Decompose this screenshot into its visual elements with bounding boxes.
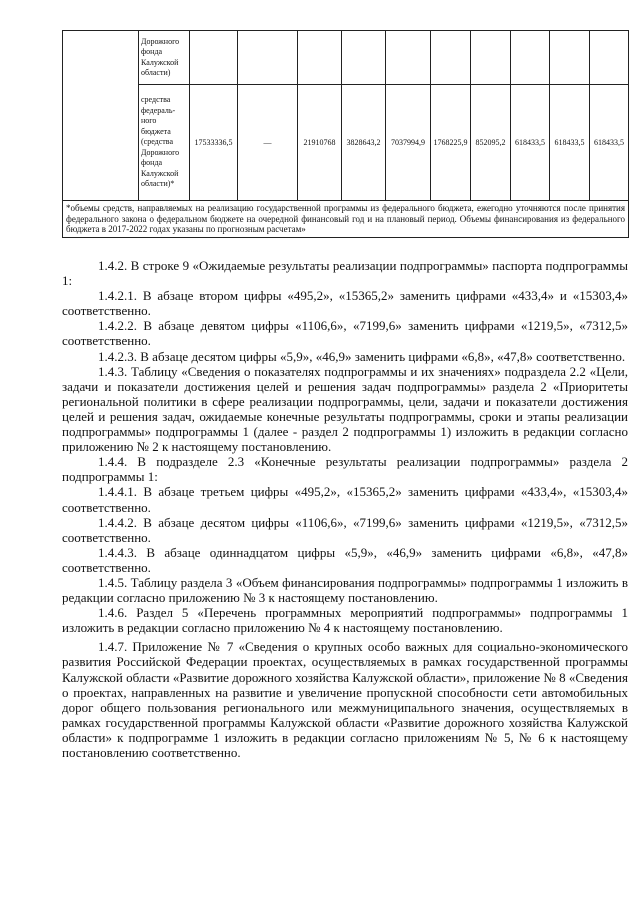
paragraph: 1.4.2.1. В абзаце втором цифры «495,2», «15365,2» заменить цифрами «433,4» и «15303,4» соответственно.	[62, 288, 628, 319]
table-row	[63, 31, 629, 85]
paragraph: 1.4.3. Таблицу «Сведения о показателях подпрограммы и их значениях» подраздела 2.2 «Цели, задачи и показатели достижения целей и решения задач подпрограммы» раздела 2 «Приоритеты региональной политики в сфере реализации подпрограммы, цели, задачи и показатели достижения целей и решения задач, ожидаемые конечные результаты подпрограммы, сроки и этапы реализации подпрограммы» подпрограммы 1 (далее - раздел 2 подпрограммы 1) изложить в редакции согласно приложению № 2 к настоящему постановлению.	[62, 363, 628, 455]
value-cell: 17533336,5	[190, 85, 238, 201]
paragraph: 1.4.7. Приложение № 7 «Сведения о крупных особо важных для социально-экономического развития Российской Федерации проектах, осуществляемых в рамках государственной программы Калужской области «Развитие дорожного хозяйства Калужской области», приложение № 8 «Сведения о проектах, направленных на развитие и увеличение пропускной способности сети автомобильных дорог общего пользования регионального или межмуниципального значения, осуществляемых в рамках государственной программы Калужской области «Развитие дорожного хозяйства Калужской области» к подпрограмме 1 изложить в редакции согласно приложениям № 5, № 6 к настоящему постановлению соответственно.	[62, 639, 628, 760]
paragraph: 1.4.2.2. В абзаце девятом цифры «1106,6», «7199,6» заменить цифрами «1219,5», «7312,5» соответственно.	[62, 318, 628, 349]
table-row	[63, 85, 629, 201]
paragraph: 1.4.4.1. В абзаце третьем цифры «495,2», «15365,2» заменить цифрами «433,4», «15303,4» соответственно.	[62, 484, 628, 515]
source-cell: средства федераль-ного бюджета (средства Дорожного фонда Калужской области)*	[139, 85, 190, 201]
paragraph: 1.4.4. В подразделе 2.3 «Конечные результаты реализации подпрограммы» раздела 2 подпрограммы 1:	[62, 454, 628, 485]
value-cell: 7037994,9	[386, 85, 431, 201]
value-cell: 1768225,9	[431, 85, 471, 201]
table-footnote: *объемы средств, направляемых на реализацию государственной программы из федерального бюджета, ежегодно уточняются после принятия федерального закона о федеральном бюджете на очередной финансовый год и на плановый период. Объемы финансирования из федерального бюджета в 2017-2022 годах указаны по прогнозным расчетам»	[63, 201, 629, 238]
financing-table	[62, 30, 629, 238]
paragraph: 1.4.4.2. В абзаце десятом цифры «1106,6», «7199,6» заменить цифрами «1219,5», «7312,5» соответственно.	[62, 514, 628, 545]
paragraph: 1.4.2. В строке 9 «Ожидаемые результаты реализации подпрограммы» паспорта подпрограммы 1:	[62, 258, 628, 289]
value-cell: 618433,5	[511, 85, 550, 201]
value-cell: —	[238, 85, 298, 201]
value-cell: 618433,5	[590, 85, 629, 201]
value-cell: 618433,5	[550, 85, 590, 201]
paragraph: 1.4.5. Таблицу раздела 3 «Объем финансирования подпрограммы» подпрограммы 1 изложить в редакции согласно приложению № 3 к настоящему постановлению.	[62, 574, 628, 606]
paragraph: 1.4.6. Раздел 5 «Перечень программных мероприятий подпрограммы» подпрограммы 1 изложить в редакции согласно приложению № 4 к настоящему постановлению.	[62, 605, 628, 636]
table-cell-empty	[63, 31, 139, 201]
paragraph: 1.4.2.3. В абзаце десятом цифры «5,9», «46,9» заменить цифрами «6,8», «47,8» соответственно.	[98, 348, 626, 364]
table-row	[63, 201, 629, 238]
body-text	[62, 258, 628, 760]
value-cell: 852095,2	[471, 85, 511, 201]
value-cell: 21910768	[298, 85, 342, 201]
paragraph: 1.4.4.3. В абзаце одиннадцатом цифры «5,9», «46,9» заменить цифрами «6,8», «47,8» соответственно.	[62, 544, 628, 575]
value-cell: 3828643,2	[342, 85, 386, 201]
source-cell: Дорожного фонда Калужской области)	[139, 31, 190, 85]
